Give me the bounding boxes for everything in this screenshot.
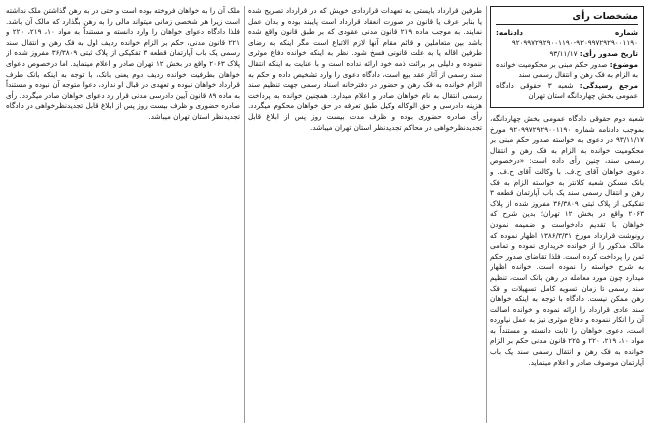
ruling-date: ۹۳/۱۱/۱۷ xyxy=(549,49,578,58)
right-column xyxy=(490,6,644,423)
left-column xyxy=(6,6,240,423)
ruling-text-part-3: ملک آن را به خواهان فروخته بوده است و حتی در به رهن گذاشتن ملک نداشته است زیرا هر شخصی زمانی میتواند مالی را به رهن بگذارد که مالک آن باشد. فلذا دادگاه دعوای خواهان را وارد دانسته و مستنداً به مواد ۱۰، ۲۱۹، ۲۲۰ و ۲۲۱ قانون مدنی، حکم بر الزام خوانده ردیف اول به فک رهن و انتقال سند رسمی یک باب آپارتمان قطعه ۳ تفکیکی از پلاک ثبتی ۳۶/۳۸۰۹ مفروز شده از پلاک ۲۰۶۳ واقع در بخش ۱۲ تهران صادر و اعلام مینماید. اما درخصوص دعوای خواهان بطرفیت خوانده ردیف دوم یعنی بانک، با توجه به اینکه بانک طرف قرارداد خواهان نبوده و تعهدی در قبال او ندارد، دعوا متوجه آن نبوده و مستنداً به ماده ۸۹ قانون آیین دادرسی مدنی قرار رد دعوای خواهان صادر میگردد. رأی صادره حضوری و ظرف بیست روز پس از ابلاغ قابل تجدیدنظرخواهی در دادگاه تجدیدنظر استان تهران میباشد. xyxy=(6,6,240,121)
case-number-label: شماره دادنامه: xyxy=(496,28,638,37)
ruling-text-part-2: طرفین قرارداد بایستی به تعهدات قراردادی خویش که در قرارداد تصریح شده یا بنابر عرف یا قانون در صورت انعقاد قرارداد است پایبند بوده و بدان عمل نمایند. به موجب ماده ۲۱۹ قانون مدنی عقودی که بر طبق قانون واقع شده باشد بین متعاملین و قائم مقام آنها لازم الاتباع است مگر اینکه به رضای طرفین اقاله یا به علت قانونی فسخ شود. نظر به اینکه خوانده دفاع موثری ننموده و دلیلی بر برائت ذمه خود ارائه نداده است و با عنایت به اینکه انتقال سند رسمی از آثار عقد بیع است، دادگاه دعوی را وارد تشخیص داده و حکم به الزام خوانده به فک رهن و حضور در دفترخانه اسناد رسمی جهت تنظیم سند رسمی انتقال به نام خواهان صادر و اعلام میدارد. همچنین خوانده به پرداخت هزینه دادرسی و حق الوکاله وکیل طبق تعرفه در حق خواهان محکوم میگردد. رأی صادره حضوری بوده و ظرف مدت بیست روز پس از ابلاغ قابل تجدیدنظرخواهی در محاکم تجدیدنظر استان تهران میباشد. xyxy=(248,6,482,132)
subject-label: موضوع: xyxy=(609,60,638,69)
middle-column xyxy=(248,6,482,423)
column-divider xyxy=(244,6,245,423)
case-number-row xyxy=(496,28,638,48)
subject-row xyxy=(496,60,638,80)
document-page xyxy=(6,6,644,423)
court-row xyxy=(496,81,638,101)
court-name: شعبه ۳ حقوقی دادگاه عمومی بخش چهاردانگه استان تهران xyxy=(496,81,638,100)
summary-title: مشخصات رأی xyxy=(496,11,638,25)
date-label: تاریخ صدور رأی: xyxy=(579,49,638,58)
date-row xyxy=(496,49,638,59)
case-number: ۹۲۰۹۹۷۲۹۲۹۰۰۱۱۹۰-۹۲۰۹۹۷۲۹۲۹۰۰۱۱۹۰ xyxy=(511,38,638,47)
ruling-summary-box xyxy=(490,6,644,108)
ruling-subject: صدور حکم مبنی بر محکومیت خوانده به الزام به فک رهن و انتقال رسمی سند xyxy=(496,60,638,79)
ruling-text-part-1: شعبه دوم حقوقی دادگاه عمومی بخش چهاردانگه، بموجب دادنامه شماره ۹۲۰۹۹۷۲۹۲۹۰۰۱۱۹۰ مورخ ۹۳/۱۱/۱۷ در دعوی به خواسته صدور حکم مبنی بر محکومیت خوانده به الزام به فک رهن و انتقال رسمی سند، چنین رأی داده است: «درخصوص دعوی خواهان آقای ح.ف. با وکالت آقای ح.ف. و بانک مسکن شعبه کلانتر به خواسته الزام به فک رهن و انتقال رسمی سند یک باب آپارتمان قطعه ۳ تفکیکی از پلاک ثبتی ۳۶/۳۸۰۹ مفروز شده از پلاک ۲۰۶۳ واقع در بخش ۱۲ تهران؛ بدین شرح که خواهان با تقدیم دادخواست و ضمیمه نمودن رونوشت قرارداد مورخ ۱۳۸۶/۳/۳۱ اظهار نموده که مالک مذکور را از خوانده خریداری نموده و تمامی ثمن را پرداخت کرده است. فلذا تقاضای صدور حکم به شرح خواسته را نموده است. خوانده اظهار میدارد چون مورد معامله در رهن بانک است، تنظیم سند رسمی تا زمان تسویه کامل تسهیلات و فک رهن ممکن نیست. دادگاه با توجه به اینکه خواهان سند عادی قرارداد را ارائه نموده و خوانده اصالت آن را انکار ننموده و دفاع موثری نیز به عمل نیاورده است، دعوی خواهان را ثابت دانسته و مستنداً به مواد ۱۰، ۲۱۹، ۲۲۰ و ۲۲۵ قانون مدنی حکم بر الزام خوانده به فک رهن و انتقال رسمی سند یک باب آپارتمان موصوف صادر و اعلام مینماید. xyxy=(490,114,644,367)
column-divider xyxy=(486,6,487,423)
court-label: مرجع رسیدگی: xyxy=(579,81,638,90)
